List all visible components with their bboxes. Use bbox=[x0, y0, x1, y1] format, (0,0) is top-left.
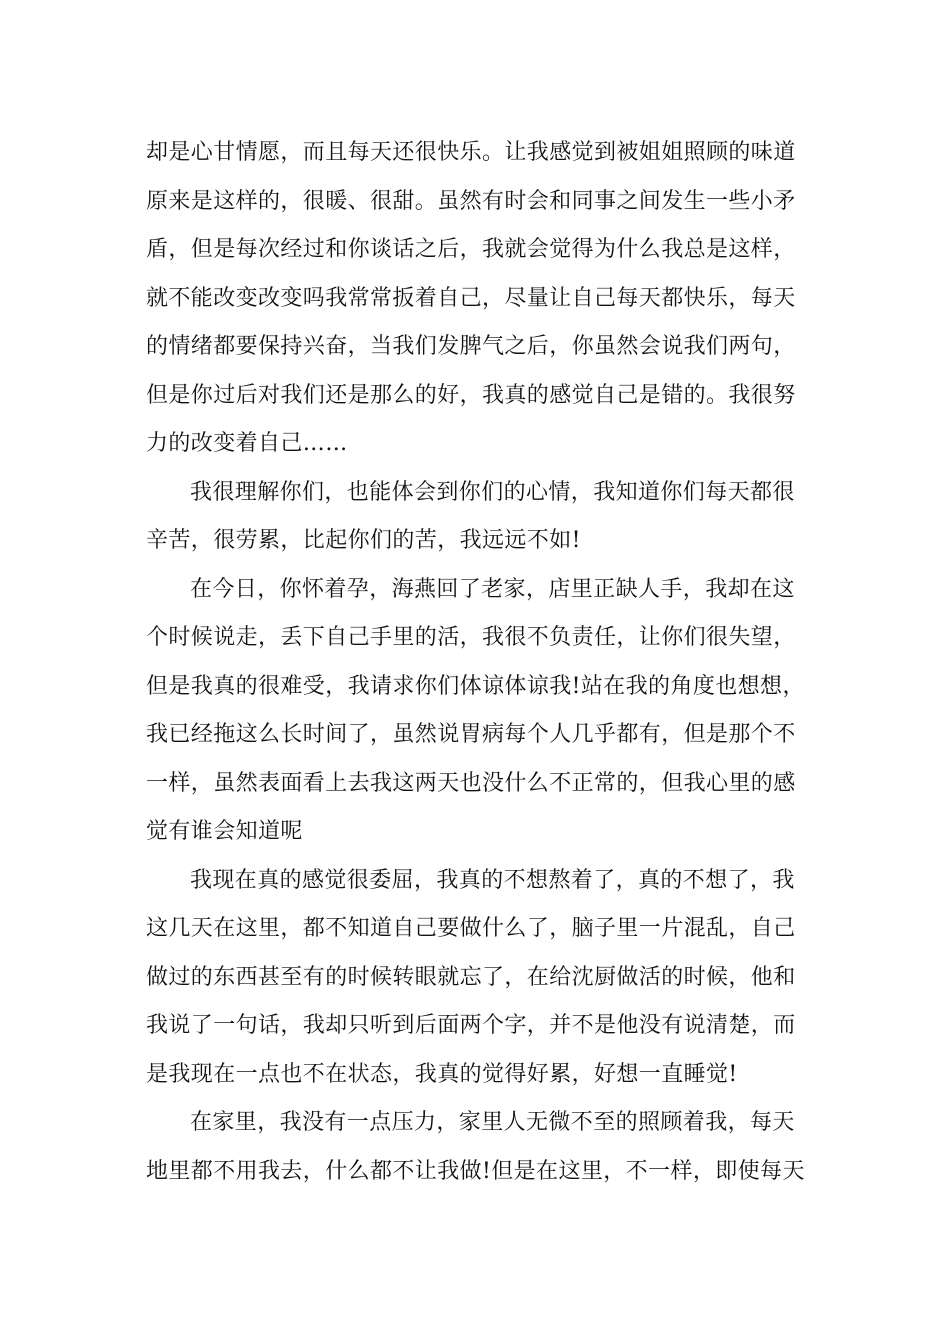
text-line: 的情绪都要保持兴奋，当我们发脾气之后，你虽然会说我们两句， bbox=[146, 334, 796, 359]
paragraph bbox=[146, 129, 806, 469]
text-line: 盾，但是每次经过和你谈话之后，我就会觉得为什么我总是这样， bbox=[146, 237, 796, 262]
text-line: 却是心甘情愿，而且每天还很快乐。让我感觉到被姐姐照顾的味道 bbox=[146, 140, 796, 165]
text-line: 地里都不用我去，什么都不让我做!但是在这里，不一样，即使每天 bbox=[146, 1158, 805, 1184]
text-line: 做过的东西甚至有的时候转眼就忘了，在给沈厨做活的时候，他和 bbox=[146, 964, 796, 990]
text-line: 我已经拖这么长时间了，虽然说胃病每个人几乎都有，但是那个不 bbox=[146, 722, 796, 747]
text-line: 一样，虽然表面看上去我这两天也没什么不正常的，但我心里的感 bbox=[146, 770, 796, 796]
text-line: 我很理解你们，也能体会到你们的心情，我知道你们每天都很 bbox=[190, 479, 795, 505]
text-line: 辛苦，很劳累，比起你们的苦，我远远不如! bbox=[146, 528, 581, 553]
text-line: 原来是这样的，很暖、很甜。虽然有时会和同事之间发生一些小矛 bbox=[146, 188, 796, 214]
text-line: 在家里，我没有一点压力，家里人无微不至的照顾着我，每天 bbox=[190, 1110, 795, 1135]
text-line: 我说了一句话，我却只听到后面两个字，并不是他没有说清楚，而 bbox=[146, 1013, 796, 1038]
paragraph bbox=[146, 1099, 806, 1196]
text-line: 是我现在一点也不在状态，我真的觉得好累，好想一直睡觉! bbox=[146, 1061, 738, 1087]
paragraph bbox=[146, 857, 806, 1100]
text-line: 在今日，你怀着孕，海燕回了老家，店里正缺人手，我却在这 bbox=[190, 576, 795, 602]
paragraph bbox=[146, 469, 806, 566]
text-line: 但是我真的很难受，我请求你们体谅体谅我!站在我的角度也想想， bbox=[146, 673, 805, 699]
text-line: 觉有谁会知道呢 bbox=[146, 819, 303, 844]
text-line: 但是你过后对我们还是那么的好，我真的感觉自己是错的。我很努 bbox=[146, 382, 796, 408]
text-line: 我现在真的感觉很委屈，我真的不想熬着了，真的不想了，我 bbox=[190, 867, 795, 893]
text-line: 这几天在这里，都不知道自己要做什么了，脑子里一片混乱，自己 bbox=[146, 916, 796, 941]
document-body bbox=[146, 129, 806, 1196]
paragraph bbox=[146, 566, 806, 857]
text-line: 个时候说走，丢下自己手里的活，我很不负责任，让你们很失望， bbox=[146, 625, 796, 650]
text-line: 就不能改变改变吗我常常扳着自己，尽量让自己每天都快乐，每天 bbox=[146, 285, 796, 311]
text-line: 力的改变着自己…… bbox=[146, 431, 348, 456]
